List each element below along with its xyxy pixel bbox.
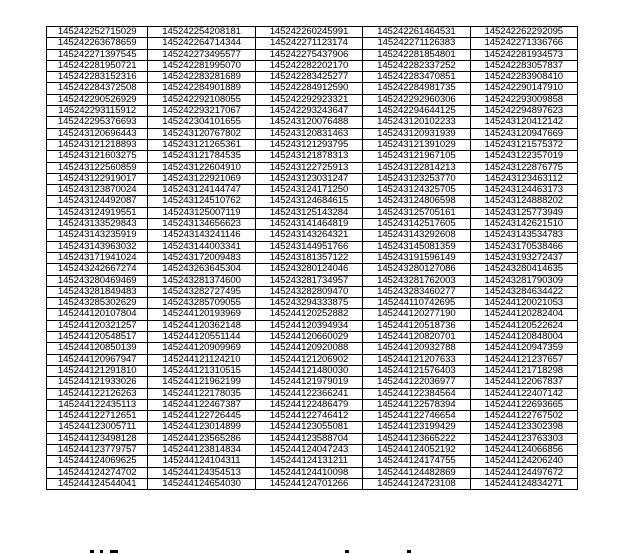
table-cell: 145244122726445 (148, 411, 255, 422)
table-cell: 145244120551144 (148, 332, 255, 343)
table-cell: 145242282202170 (255, 60, 362, 71)
clipped-text-fragment (407, 544, 417, 554)
table-cell: 145243142621510 (470, 219, 577, 230)
table-cell: 145244124052192 (363, 444, 470, 455)
table-cell: 145242271126383 (363, 38, 470, 49)
table-cell: 145244121576403 (363, 365, 470, 376)
table-cell: 145244121206902 (255, 354, 362, 365)
table-cell: 145242293009858 (470, 94, 577, 105)
table-cell: 145244122366241 (255, 388, 362, 399)
table-cell: 145244121310515 (148, 365, 255, 376)
table-cell: 145244123014899 (148, 422, 255, 433)
table-cell: 145243121575372 (470, 139, 577, 150)
table-cell: 145243125007119 (148, 207, 255, 218)
table-cell: 145242283425277 (255, 72, 362, 83)
table-cell: 145244122693665 (470, 399, 577, 410)
table-cell: 145242292108055 (148, 94, 255, 105)
table-cell: 145243122357019 (470, 151, 577, 162)
table-row (47, 72, 578, 83)
table-cell: 145244124274702 (47, 467, 148, 478)
table-cell: 145242281950721 (47, 60, 148, 71)
table-row (47, 411, 578, 422)
table-cell: 145244120282404 (470, 309, 577, 320)
table-cell: 145243121878313 (255, 151, 362, 162)
table-cell: 145244120252882 (255, 309, 362, 320)
table-cell: 145244120850139 (47, 343, 148, 354)
table-row (47, 60, 578, 71)
table-row (47, 377, 578, 388)
table-cell: 145243285709055 (148, 298, 255, 309)
table-cell: 145244120967947 (47, 354, 148, 365)
table-cell: 145242271397545 (47, 49, 148, 60)
table-row (47, 343, 578, 354)
table-cell: 145244124497672 (470, 467, 577, 478)
table-cell: 145243281790309 (470, 275, 577, 286)
table-row (47, 230, 578, 241)
table-cell: 145243120947669 (470, 128, 577, 139)
table-row (47, 38, 578, 49)
table-cell: 145244123055081 (255, 422, 362, 433)
table-cell: 145244120321257 (47, 320, 148, 331)
table-cell: 145243122725913 (255, 162, 362, 173)
table-cell: 145242271123174 (255, 38, 362, 49)
table-cell: 145243122876775 (470, 162, 577, 173)
table-cell: 145242252715029 (47, 27, 148, 38)
table-row (47, 196, 578, 207)
table-row (47, 388, 578, 399)
table-row (47, 467, 578, 478)
table-cell: 145243120931939 (363, 128, 470, 139)
table-cell: 145243263645304 (148, 264, 255, 275)
table-cell: 145243124144747 (148, 185, 255, 196)
table-row (47, 27, 578, 38)
table-row (47, 365, 578, 376)
table-row (47, 252, 578, 263)
table-cell: 145243121967105 (363, 151, 470, 162)
table-cell: 145243125773949 (470, 207, 577, 218)
table-row (47, 94, 578, 105)
table-cell: 145244124723108 (363, 478, 470, 489)
table-cell: 145243121218893 (47, 139, 148, 150)
table-cell: 145243121391029 (363, 139, 470, 150)
table-cell: 145243172009483 (148, 252, 255, 263)
table-cell: 145244122746654 (363, 411, 470, 422)
table-cell: 145243123253770 (363, 173, 470, 184)
table-cell: 145243143264321 (255, 230, 362, 241)
table-cell: 145244123779757 (47, 444, 148, 455)
table-cell: 145244124354513 (148, 467, 255, 478)
table-cell: 145244123302398 (470, 422, 577, 433)
table-cell: 145242281934573 (470, 49, 577, 60)
table-cell: 145244120193969 (148, 309, 255, 320)
table-cell: 145244123498128 (47, 433, 148, 444)
table-cell: 145243143534783 (470, 230, 577, 241)
table-row (47, 207, 578, 218)
table-cell: 145243280469469 (47, 275, 148, 286)
table-row (47, 354, 578, 365)
table-cell: 145244121933026 (47, 377, 148, 388)
table-cell: 145244123763303 (470, 433, 577, 444)
table-cell: 145243120076488 (255, 117, 362, 128)
table-cell: 145243283460277 (363, 286, 470, 297)
table-cell: 145242284372508 (47, 83, 148, 94)
table-cell: 145244120522624 (470, 320, 577, 331)
table-cell: 145243120412142 (470, 117, 577, 128)
table-cell: 145243125705161 (363, 207, 470, 218)
table-cell: 145242254208181 (148, 27, 255, 38)
table-row (47, 106, 578, 117)
table-cell: 145244124410098 (255, 467, 362, 478)
table-cell: 145244122767502 (470, 411, 577, 422)
table-row (47, 332, 578, 343)
table-cell: 145244120548517 (47, 332, 148, 343)
table-cell: 145242264714344 (148, 38, 255, 49)
table-cell: 145242293217067 (148, 106, 255, 117)
table-cell: 145243141464819 (255, 219, 362, 230)
table-cell: 145244122067837 (470, 377, 577, 388)
table-cell: 145244124066856 (470, 444, 577, 455)
table-row (47, 117, 578, 128)
table-cell: 145243281849483 (47, 286, 148, 297)
table-row (47, 422, 578, 433)
table-row (47, 83, 578, 94)
table-cell: 145243143235919 (47, 230, 148, 241)
table-cell: 145244120820701 (363, 332, 470, 343)
table-row (47, 433, 578, 444)
table-cell: 145242281854801 (363, 49, 470, 60)
table-cell: 145243124684615 (255, 196, 362, 207)
table-cell: 145243120102233 (363, 117, 470, 128)
table-row (47, 219, 578, 230)
table-row (47, 320, 578, 331)
table-cell: 145242290147910 (470, 83, 577, 94)
table-cell: 145244121718298 (470, 365, 577, 376)
table-cell: 145244121291810 (47, 365, 148, 376)
table-cell: 145244122467387 (148, 399, 255, 410)
table-cell: 145244122435113 (47, 399, 148, 410)
table-row (47, 298, 578, 309)
table-cell: 145244121237657 (470, 354, 577, 365)
table-cell: 145244122036977 (363, 377, 470, 388)
table-cell: 145243124463173 (470, 185, 577, 196)
table-cell: 145243122919017 (47, 173, 148, 184)
table-cell: 145243193272437 (470, 252, 577, 263)
table-row (47, 264, 578, 275)
table-row (47, 309, 578, 320)
table-cell: 145244120947359 (470, 343, 577, 354)
table-row (47, 399, 578, 410)
table-cell: 145242284912590 (255, 83, 362, 94)
table-cell: 145243242667274 (47, 264, 148, 275)
table-row (47, 478, 578, 489)
table-cell: 145244121962199 (148, 377, 255, 388)
table-cell: 145243124510762 (148, 196, 255, 207)
table-cell: 145242275437906 (255, 49, 362, 60)
table-cell: 145243280414635 (470, 264, 577, 275)
table-cell: 145243133529843 (47, 219, 148, 230)
table-cell: 145243281734957 (255, 275, 362, 286)
table-cell: 145242294897623 (470, 106, 577, 117)
table-cell: 145244121979019 (255, 377, 362, 388)
table-cell: 145242304101655 (148, 117, 255, 128)
table-cell: 145244120394934 (255, 320, 362, 331)
table-cell: 145242262292095 (470, 27, 577, 38)
table-cell: 145244121207633 (363, 354, 470, 365)
table-cell: 145244123565286 (148, 433, 255, 444)
table-cell: 145242283057837 (470, 60, 577, 71)
table-cell: 145244122578394 (363, 399, 470, 410)
table-row (47, 128, 578, 139)
table-cell: 145243121603275 (47, 151, 148, 162)
table-cell: 145244120518736 (363, 320, 470, 331)
table-cell: 145244120021053 (470, 298, 577, 309)
table-cell: 145242292923321 (255, 94, 362, 105)
table-cell: 145244123199429 (363, 422, 470, 433)
table-cell: 145244122384564 (363, 388, 470, 399)
table-row (47, 241, 578, 252)
table-cell: 145244124047243 (255, 444, 362, 455)
table-row (47, 286, 578, 297)
table-cell: 145244122178035 (148, 388, 255, 399)
table-cell: 145243122604910 (148, 162, 255, 173)
table-cell: 145242293115912 (47, 106, 148, 117)
table-cell: 145243124325705 (363, 185, 470, 196)
table-cell: 145244122746412 (255, 411, 362, 422)
table-cell: 145243124806598 (363, 196, 470, 207)
table-cell: 145242292960306 (363, 94, 470, 105)
table-cell: 145242261464531 (363, 27, 470, 38)
table-row (47, 162, 578, 173)
table-cell: 145242273495577 (148, 49, 255, 60)
table-cell: 145243285302629 (47, 298, 148, 309)
table-cell: 145244120909969 (148, 343, 255, 354)
table-cell: 145244120277190 (363, 309, 470, 320)
table-cell: 145243124492087 (47, 196, 148, 207)
table-cell: 145244124701266 (255, 478, 362, 489)
table-cell: 145242283470851 (363, 72, 470, 83)
table-cell: 145244124482869 (363, 467, 470, 478)
table-cell: 145243121265361 (148, 139, 255, 150)
table-cell: 145242271336766 (470, 38, 577, 49)
table-cell: 145244120660029 (255, 332, 362, 343)
table-cell: 145244124104311 (148, 456, 255, 467)
table-cell: 145243123031247 (255, 173, 362, 184)
table-cell: 145243280124046 (255, 264, 362, 275)
table-cell: 145242284981735 (363, 83, 470, 94)
table-cell: 145243143241146 (148, 230, 255, 241)
table-cell: 145242283152316 (47, 72, 148, 83)
table-cell: 145243144003341 (148, 241, 255, 252)
table-cell: 145242283281689 (148, 72, 255, 83)
table-cell: 145243124171250 (255, 185, 362, 196)
table-cell: 145244124544041 (47, 478, 148, 489)
table-cell: 145243143963032 (47, 241, 148, 252)
table-cell: 145243122560859 (47, 162, 148, 173)
number-table (46, 26, 578, 490)
table-cell: 145243284634422 (470, 286, 577, 297)
table-cell: 145243123463112 (470, 173, 577, 184)
table-row (47, 49, 578, 60)
table-cell: 145244122407142 (470, 388, 577, 399)
table-cell: 145242294644125 (363, 106, 470, 117)
table-cell: 145242282337252 (363, 60, 470, 71)
table-cell: 145244124654030 (148, 478, 255, 489)
table-cell: 145243280127086 (363, 264, 470, 275)
table-cell: 145243120767802 (148, 128, 255, 139)
table-cell: 145244122712651 (47, 411, 148, 422)
table-cell: 145243120831463 (255, 128, 362, 139)
table-cell: 145243145081359 (363, 241, 470, 252)
clipped-text-fragment (90, 544, 130, 554)
table-cell: 145243123870024 (47, 185, 148, 196)
table-cell: 145244110742695 (363, 298, 470, 309)
table-viewport (46, 26, 578, 528)
table-cell: 145244120107804 (47, 309, 148, 320)
table-cell: 145243121784535 (148, 151, 255, 162)
table-cell: 145244123814834 (148, 444, 255, 455)
table-cell: 145243125143284 (255, 207, 362, 218)
table-cell: 145243122921069 (148, 173, 255, 184)
table-cell: 145243282809470 (255, 286, 362, 297)
table-cell: 145244120362148 (148, 320, 255, 331)
table-cell: 145242293243647 (255, 106, 362, 117)
table-row (47, 456, 578, 467)
table-cell: 145243191596149 (363, 252, 470, 263)
table-cell: 145244122126263 (47, 388, 148, 399)
table-cell: 145242263678659 (47, 38, 148, 49)
table-row (47, 173, 578, 184)
table-cell: 145243170538466 (470, 241, 577, 252)
table-cell: 145243281762003 (363, 275, 470, 286)
table-cell: 145243181357122 (255, 252, 362, 263)
table-cell: 145244122486479 (255, 399, 362, 410)
table-cell: 145243282727495 (148, 286, 255, 297)
table-cell: 145242284901889 (148, 83, 255, 94)
table-row (47, 151, 578, 162)
table-row (47, 185, 578, 196)
table-cell: 145243144951766 (255, 241, 362, 252)
table-cell: 145244120932788 (363, 343, 470, 354)
table-cell: 145242295376693 (47, 117, 148, 128)
table-cell: 145243124888202 (470, 196, 577, 207)
table-row (47, 139, 578, 150)
table-row (47, 275, 578, 286)
table-cell: 145243124919551 (47, 207, 148, 218)
table-cell: 145244120848004 (470, 332, 577, 343)
table-cell: 145244123665222 (363, 433, 470, 444)
table-cell: 145243281374600 (148, 275, 255, 286)
table-body (47, 27, 578, 490)
table-cell: 145244124206240 (470, 456, 577, 467)
table-cell: 145244124174755 (363, 456, 470, 467)
table-cell: 145242290526929 (47, 94, 148, 105)
clipped-text-fragment (345, 544, 355, 554)
table-cell: 145242283908410 (470, 72, 577, 83)
table-cell: 145243134656623 (148, 219, 255, 230)
table-cell: 145244123588704 (255, 433, 362, 444)
table-cell: 145244120920088 (255, 343, 362, 354)
table-cell: 145244124131211 (255, 456, 362, 467)
table-cell: 145242260245991 (255, 27, 362, 38)
table-cell: 145244124834271 (470, 478, 577, 489)
table-cell: 145244121124210 (148, 354, 255, 365)
table-cell: 145243122814213 (363, 162, 470, 173)
table-cell: 145243294333875 (255, 298, 362, 309)
table-cell: 145244121480030 (255, 365, 362, 376)
table-cell: 145244123005711 (47, 422, 148, 433)
table-cell: 145243171941024 (47, 252, 148, 263)
table-cell: 145244124069625 (47, 456, 148, 467)
table-cell: 145243143292608 (363, 230, 470, 241)
table-cell: 145243120696443 (47, 128, 148, 139)
table-cell: 145242281995070 (148, 60, 255, 71)
table-row (47, 444, 578, 455)
table-cell: 145243121293795 (255, 139, 362, 150)
table-cell: 145243142517605 (363, 219, 470, 230)
